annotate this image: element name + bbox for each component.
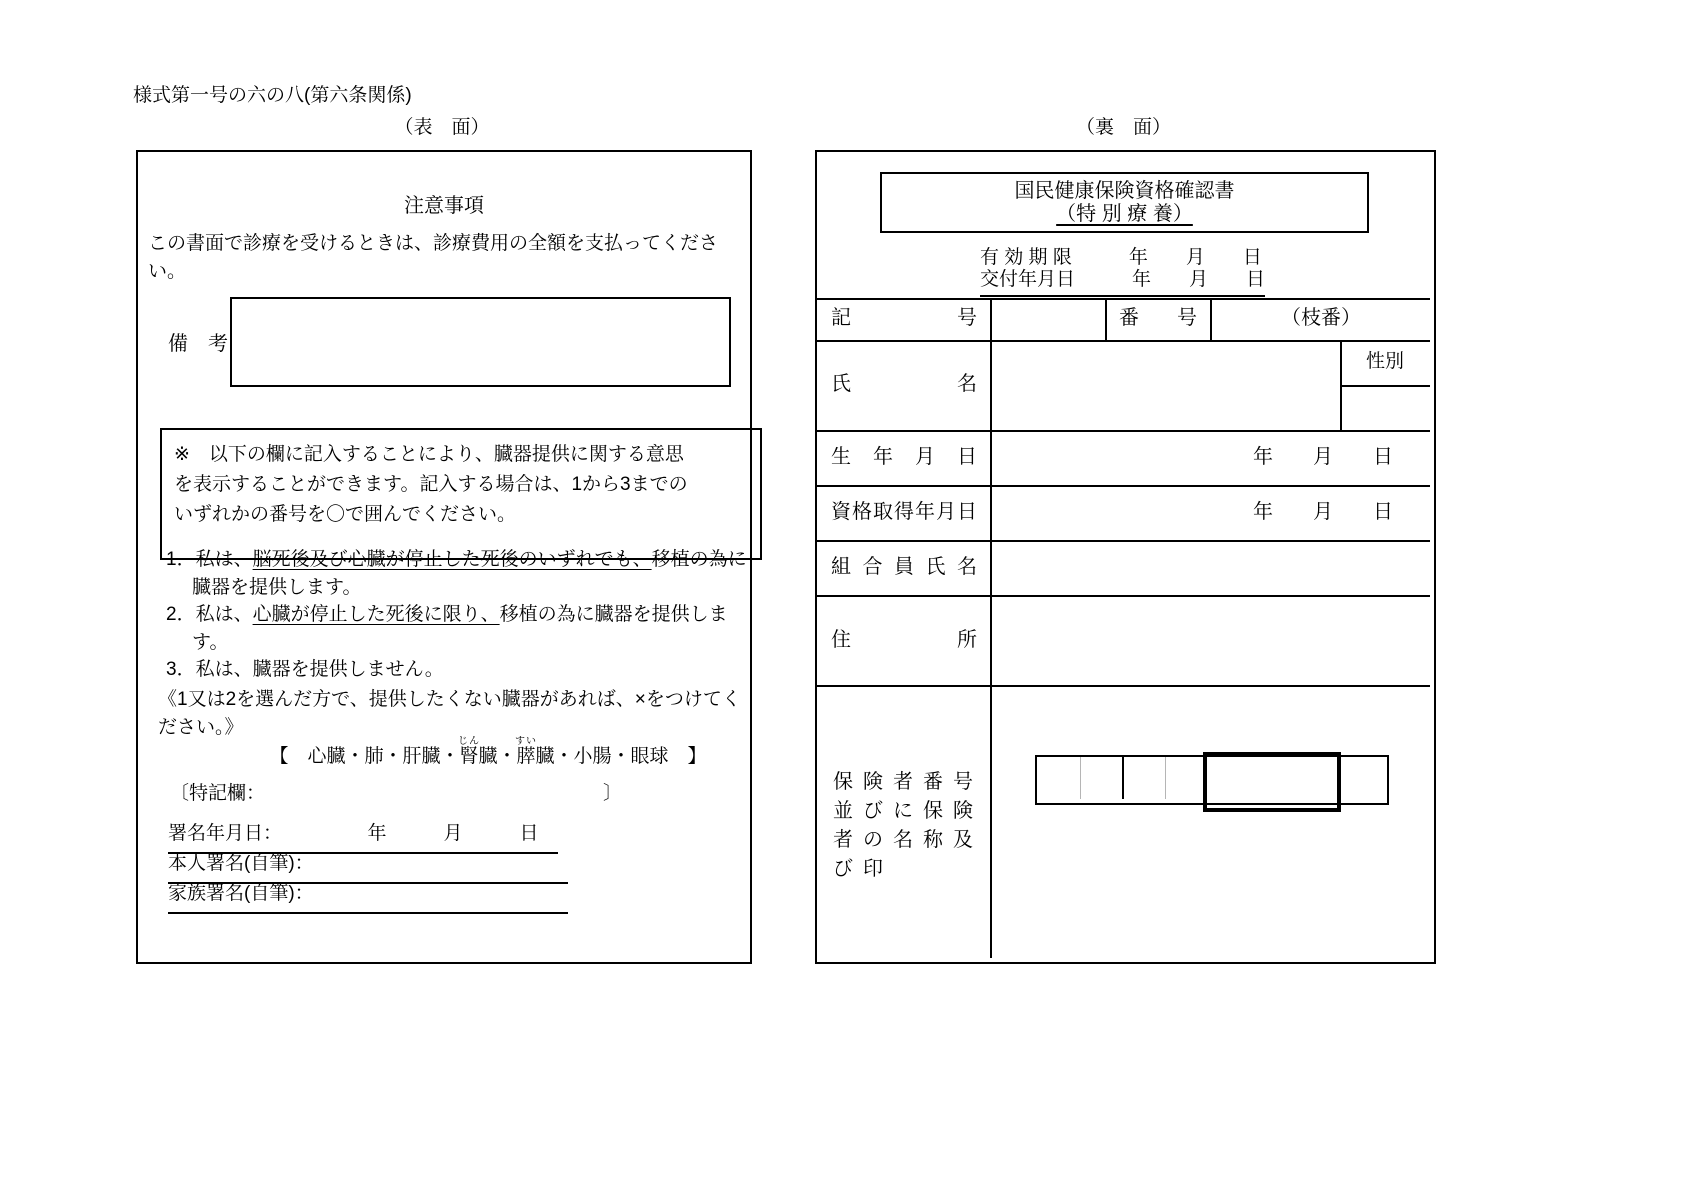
insurer-label-line-4: び印 [833,858,893,880]
organ-item-3 [166,656,748,684]
insurer-label-line-2: 並びに保険 [833,800,983,822]
organ-list [228,736,748,769]
organ-item-3-pre: 3．私は、臓器を提供しません。 [166,659,444,680]
insurer-label [833,768,983,884]
member-name-value-cell[interactable] [992,542,1430,595]
back-title: 国民健康保険資格確認書 [1014,180,1235,202]
insurer-number-boxes [1035,755,1389,805]
organ-note-line-1: ※ 以下の欄に記入することにより、臓器提供に関する意思 [174,444,684,465]
special-note-close-bracket: 〕 [602,783,622,804]
organ-list-mid: 臓・ [478,746,517,767]
insurer-number-cell[interactable] [1333,757,1383,799]
birth-date-value[interactable]: 年 月 日 [1253,446,1393,468]
organ-item-1-pre: 1．私は、 [166,549,253,570]
kidney-ruby [457,736,480,767]
back-side-label: （裏 面） [1075,117,1171,138]
back-panel [815,150,1436,964]
front-panel [136,150,752,964]
special-note-field[interactable] [170,784,622,803]
organ-item-1-underlined: 脳死後及び心臓が停止した死後のいずれでも、 [252,549,652,570]
member-name-label: 組合員氏名 [831,556,977,578]
organ-note-line-2: を表示することができます。記入する場合は、1から3までの [174,474,688,495]
gender-value-cell[interactable] [1342,387,1430,430]
organ-note-line-3: いずれかの番号を〇で囲んでください。 [174,504,517,525]
table-line [817,685,1430,687]
self-signature-field[interactable]: 本人署名(自筆)： [168,854,568,884]
front-side-label: （表 面） [394,117,490,138]
gender-label: 性別 [1365,351,1404,372]
organ-item-2-post: 移植の為に臓器を提供します。 [192,604,728,653]
organ-note-box [160,428,762,560]
table-line [1105,298,1107,342]
back-title-box [880,172,1369,233]
address-label: 住所 [831,629,977,651]
pancreas-furigana: すい [515,736,537,747]
insurer-number-cell[interactable] [1081,757,1122,799]
qualification-date-label: 資格取得年月日 [831,501,977,523]
kidney-furigana: じん [457,736,480,747]
address-value-cell[interactable] [992,597,1430,685]
table-line [817,485,1430,487]
organ-items [166,546,748,684]
organ-item-2 [166,601,748,656]
organ-list-open: 【 心臓・肺・肝臓・ [269,746,460,767]
back-subtitle: （特 別 療 養） [1056,203,1193,225]
organ-item-1-post: 移植の為に臓器を提供します。 [192,549,747,598]
insurer-number-cell[interactable] [1037,757,1080,799]
remarks-box[interactable] [230,297,731,387]
pancreas-kanji: 膵 [515,746,537,767]
kidney-kanji: 腎 [457,746,480,767]
insurer-number-bold-box[interactable] [1203,752,1341,812]
special-note-open-bracket: 〔特記欄： [170,783,266,804]
front-title: 注意事項 [404,195,484,217]
valid-until-line: 有 効 期 限 年 月 日 [980,247,1262,268]
name-value-cell[interactable] [992,342,1340,430]
pancreas-ruby [515,736,537,767]
family-signature-field[interactable]: 家族署名(自筆)： [168,884,568,914]
qualification-date-value[interactable]: 年 月 日 [1253,501,1393,523]
birth-date-label: 生年月日 [831,446,977,468]
symbol-label: 記号 [831,307,977,329]
insurer-label-line-3: 者の名称及 [833,829,983,851]
form-number-label: 様式第一号の六の八(第六条関係) [133,85,412,106]
signature-date-field[interactable]: 署名年月日： 年 月 日 [168,824,558,854]
organ-item-1 [166,546,748,601]
insurer-number-cell[interactable] [1124,757,1165,799]
table-line [817,430,1430,432]
table-line [817,298,1430,300]
remarks-label: 備 考 [168,333,228,355]
insurer-label-line-1: 保険者番号 [833,771,983,793]
payment-notice: この書面で診療を受けるときは、診療費用の全額を支払ってください。 [148,233,719,282]
organ-item-2-underlined: 心臓が停止した死後に限り、 [252,604,500,625]
organ-x-note: 《1又は2を選んだ方で、提供したくない臓器があれば、×をつけてください。》 [158,689,741,738]
insurer-number-cell[interactable] [1166,757,1203,799]
issue-date-line: 交付年月日 年 月 日 [980,270,1265,297]
symbol-value-cell[interactable] [992,300,1105,340]
branch-number-label: （枝番） [1281,307,1361,329]
organ-item-2-pre: 2．私は、 [166,604,253,625]
name-label: 氏名 [831,373,977,395]
organ-list-close: 臓・小腸・眼球 】 [535,746,707,767]
number-label: 番号 [1119,307,1197,329]
